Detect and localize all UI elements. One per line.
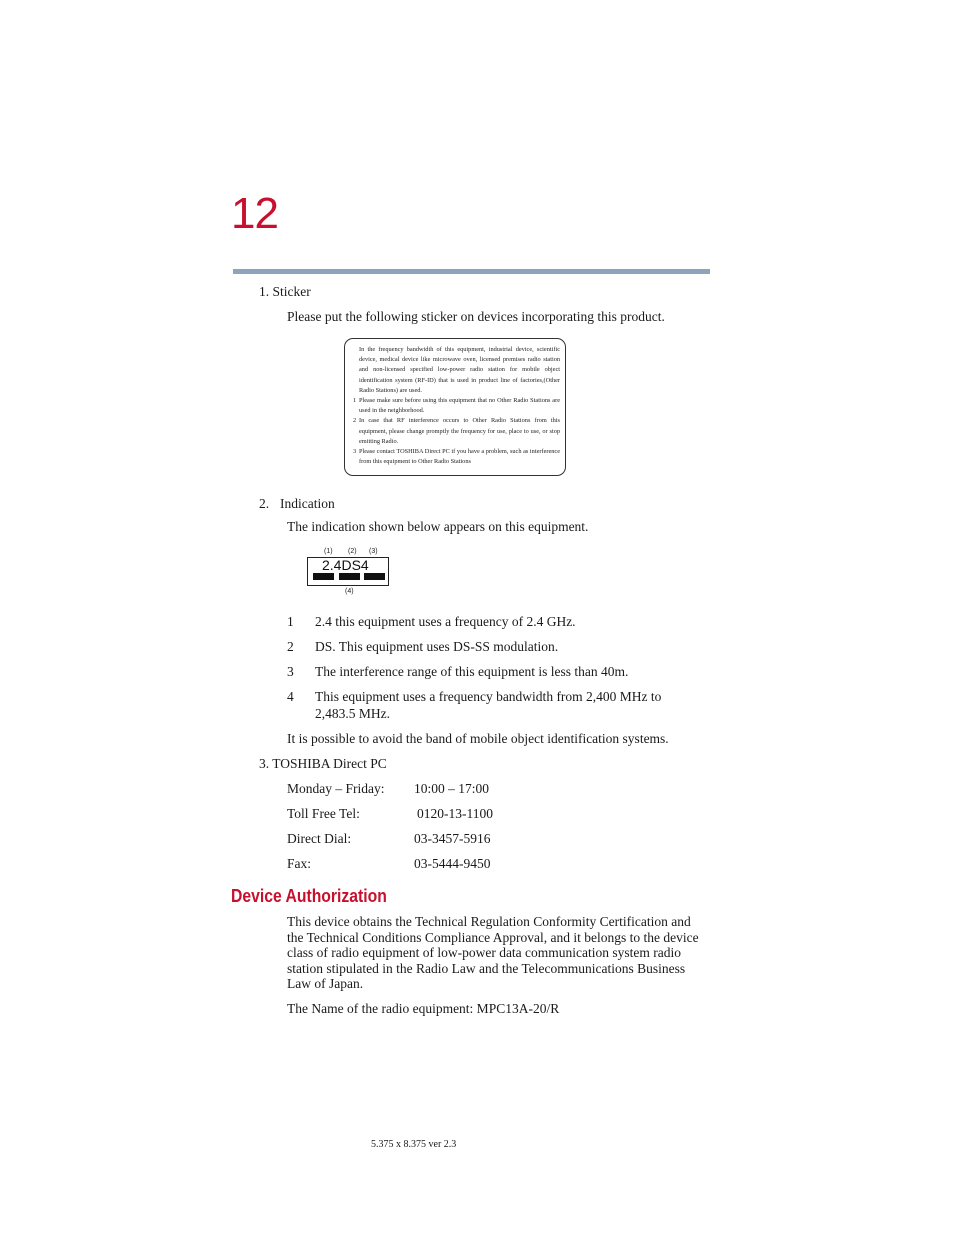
indication-item-3-text: The interference range of this equipment is less than 40m. (315, 664, 629, 679)
frequency-label-text: 2.4DS4 (322, 557, 369, 573)
label-bar-2 (339, 573, 360, 580)
indication-intro: The indication shown below appears on this equipment. (287, 519, 589, 534)
indication-item-4-text: This equipment uses a frequency bandwidth from 2,400 MHz to (315, 689, 662, 704)
label-marker-2: (2) (348, 548, 357, 555)
contact-heading: 3. TOSHIBA Direct PC (259, 756, 387, 771)
contact-value-hours: 10:00 – 17:00 (414, 781, 490, 796)
header-rule (233, 269, 710, 274)
sticker-item-3 (353, 447, 560, 467)
indication-item-4-number: 4 (287, 689, 294, 704)
contact-value-fax: 03-5444-9450 (414, 856, 491, 871)
indication-heading-number: 2. (259, 496, 270, 511)
indication-heading: Indication (280, 496, 335, 511)
sticker-item-2-text: In case that RF interference occurs to Other Radio Stations from this equipment, please change promptly the frequency for use, place to use, or stop emitting Radio. (359, 417, 560, 445)
sticker-paragraph: In the frequency bandwidth of this equipment, industrial device, scientific device, medical device like microwave oven, licensed premises radio station and non-licensed specified low-power radio station for mobile object identification system (RF-ID) that is used in product line of factories,(Other Radio Stations) are used. (359, 346, 560, 394)
label-bar-3 (364, 573, 385, 580)
indication-item-2-number: 2 (287, 639, 294, 654)
contact-label-hours: Monday – Friday: (287, 781, 385, 796)
contact-value-direct-dial: 03-3457-5916 (414, 831, 491, 846)
sticker-item-1-text: Please make sure before using this equipment that no Other Radio Stations are used in the neighborhood. (359, 397, 560, 415)
sticker-heading: 1. Sticker (259, 284, 311, 299)
contact-label-fax: Fax: (287, 856, 312, 871)
indication-note: It is possible to avoid the band of mobile object identification systems. (287, 731, 669, 746)
contact-label-toll-free: Toll Free Tel: (287, 806, 360, 821)
indication-item-1-text: 2.4 this equipment uses a frequency of 2.4 GHz. (315, 614, 576, 629)
sticker-item-1-number: 1 (353, 397, 357, 405)
label-marker-1: (1) (324, 548, 333, 555)
sticker-intro: Please put the following sticker on devices incorporating this product. (287, 309, 665, 324)
authorization-body: This device obtains the Technical Regulation Conformity Certification and the Technical Conditions Compliance Approval, and it belongs to the device class of radio equipment of low-power data communication system radio station stipulated in the Radio Law and the Telecommunications Business Law of Japan. (287, 914, 699, 992)
indication-item-1-number: 1 (287, 614, 294, 629)
contact-value-toll-free: 0120-13-1100 (417, 806, 493, 821)
label-marker-3: (3) (369, 548, 378, 555)
sticker-box (344, 338, 566, 476)
indication-item-2-text: DS. This equipment uses DS-SS modulation. (315, 639, 559, 654)
section-heading-device-authorization: Device Authorization (231, 885, 387, 906)
indication-item-4-text-continued: 2,483.5 MHz. (315, 706, 390, 721)
sticker-item-3-number: 3 (353, 448, 357, 456)
sticker-item-1 (353, 396, 560, 416)
indication-item-3-number: 3 (287, 664, 294, 679)
sticker-item-3-text: Please contact TOSHIBA Direct PC if you have a problem, such as interference from this equipment to Other Radio Stations (359, 448, 560, 466)
radio-equipment-name: The Name of the radio equipment: MPC13A-20/R (287, 1001, 560, 1016)
label-bar-1 (313, 573, 334, 580)
sticker-item-2-number: 2 (353, 417, 357, 425)
page-number: 12 (231, 189, 278, 238)
label-marker-4: (4) (345, 588, 354, 595)
page-footer: 5.375 x 8.375 ver 2.3 (371, 1139, 457, 1150)
contact-label-direct-dial: Direct Dial: (287, 831, 352, 846)
sticker-item-2 (353, 416, 560, 447)
